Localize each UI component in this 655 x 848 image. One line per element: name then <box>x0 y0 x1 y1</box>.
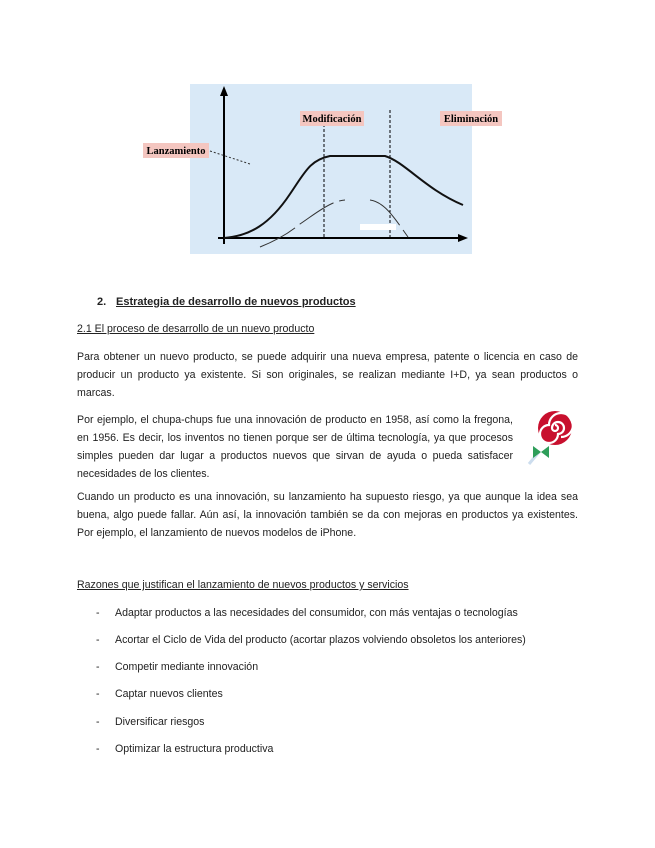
list-item-text: Competir mediante innovación <box>115 661 259 673</box>
lollipop-image <box>525 408 575 468</box>
launch-label: Lanzamiento <box>146 146 206 157</box>
list-item-text: Optimizar la estructura productiva <box>115 743 274 755</box>
bullet: - <box>96 661 100 673</box>
list-item <box>96 715 204 729</box>
elimination-label: Eliminación <box>443 114 499 125</box>
list-item-text: Adaptar productos a las necesidades del consumidor, con más ventajas o tecnologías <box>115 607 518 619</box>
bullet: - <box>96 607 100 619</box>
bullet: - <box>96 634 100 646</box>
chart-small-label <box>360 224 396 230</box>
paragraph: Por ejemplo, el chupa-chups fue una innovación de producto en 1958, así como la fregona, en 1956. Es decir, los inventos no tienen porque ser de última tecnología, ya que procesos simples pueden dar lugar a productos nuevos que sirvan de ayuda o pueda satisfacer necesidades de los clientes. <box>77 414 513 480</box>
list-item-text: Captar nuevos clientes <box>115 688 223 700</box>
bullet: - <box>96 688 100 700</box>
list-item <box>96 633 526 647</box>
chart-background <box>190 84 472 254</box>
product-life-cycle-chart <box>140 84 499 256</box>
list-item <box>96 687 223 701</box>
list-item <box>96 660 258 674</box>
list-item-text: Acortar el Ciclo de Vida del producto (acortar plazos volviendo obsoletos los anteriores) <box>115 634 526 646</box>
bullet: - <box>96 743 100 755</box>
list-item <box>96 606 518 620</box>
section-number: 2. <box>97 296 107 308</box>
section-subtitle: 2.1 El proceso de desarrollo de un nuevo producto <box>77 323 315 335</box>
modification-label: Modificación <box>302 114 362 125</box>
bullet: - <box>96 716 100 728</box>
list-item <box>96 742 273 756</box>
list-item-text: Diversificar riesgos <box>115 716 205 728</box>
paragraph: Cuando un producto es una innovación, su lanzamiento ha supuesto riesgo, ya que aunque la idea sea buena, algo puede fallar. Aún así, la innovación también se da con mejoras en productos ya existentes. Por ejemplo, el lanzamiento de nuevos modelos de iPhone. <box>77 491 578 539</box>
section-title: Estrategia de desarrollo de nuevos productos <box>116 296 356 308</box>
paragraph: Para obtener un nuevo producto, se puede adquirir una nueva empresa, patente o licencia en caso de producir un producto ya existente. Si son originales, se realizan mediante I+D, ya sean productos o marcas. <box>77 351 578 399</box>
reasons-heading: Razones que justifican el lanzamiento de nuevos productos y servicios <box>77 579 409 591</box>
